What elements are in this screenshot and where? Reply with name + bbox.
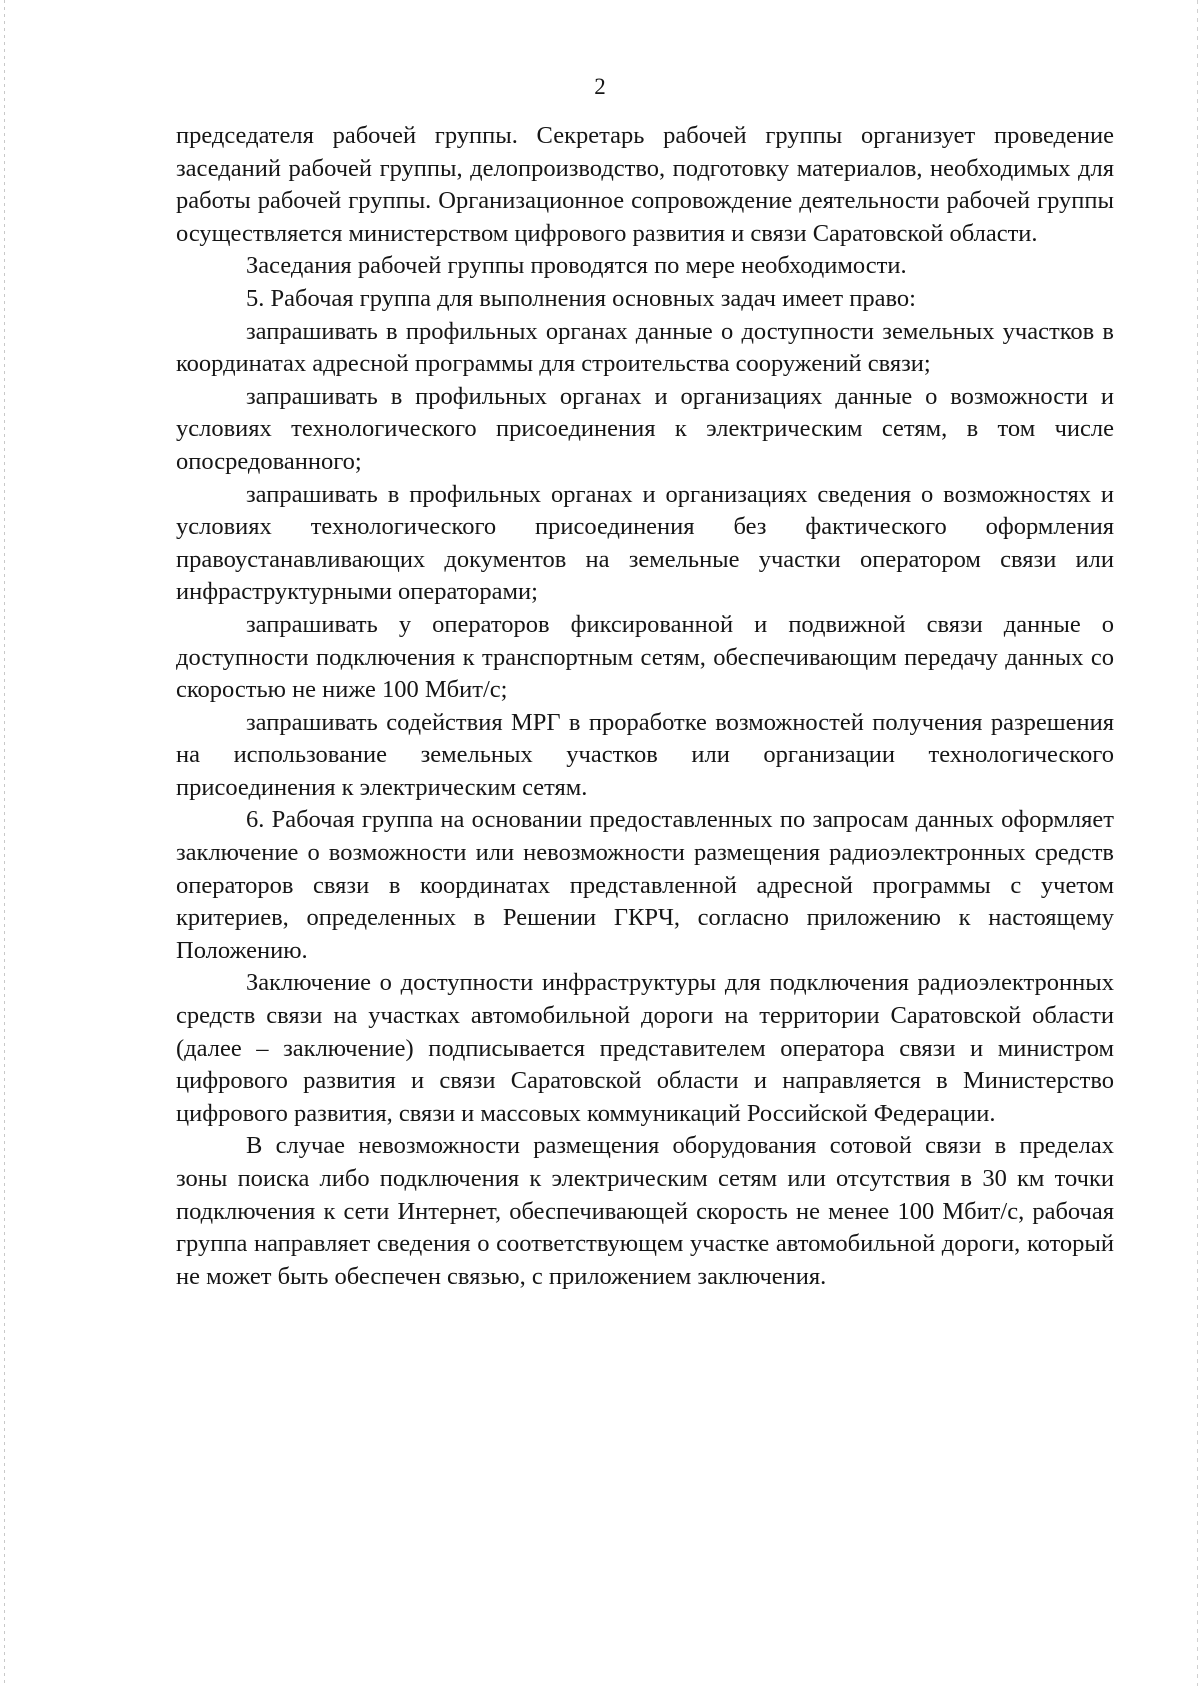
paragraph-right-transport-networks: запрашивать у операторов фиксированной и подвижной связи данные о доступности подключения к транспортным сетям, обеспечивающим передачу данных со скоростью не ниже 100 Мбит/с; — [176, 610, 1114, 704]
scan-edge-right — [1197, 0, 1198, 1686]
paragraph-meetings: Заседания рабочей группы проводятся по мере необходимости. — [246, 252, 907, 280]
paragraph-impossibility: В случае невозможности размещения оборудования сотовой связи в пределах зоны поиска либо подключения к электрическим сетям или отсутствия в 30 км точки подключения к сети Интернет, обеспечивающей скорость не менее 100 Мбит/с, рабочая группа направляет сведения о соответствующем участке автомобильной дороги, который не может быть обеспечен связью, с приложением заключения. — [176, 1132, 1114, 1290]
page-number: 2 — [594, 74, 606, 99]
paragraph-right-grid-connection: запрашивать в профильных органах и организациях данные о возможности и условиях технологического присоединения к электрическим сетям, в том числе опосредованного; — [176, 382, 1114, 475]
paragraph-item-6: 6. Рабочая группа на основании предоставленных по запросам данных оформляет заключение о возможности или невозможности размещения радиоэлектронных средств операторов связи в координатах представленной адресной программы с учетом критериев, определенных в Решении ГКРЧ, согласно приложению к настоящему Положению. — [176, 806, 1114, 964]
paragraph-conclusion: Заключение о доступности инфраструктуры для подключения радиоэлектронных средств связи на участках автомобильной дороги на территории Саратовской области (далее – заключение) подписывается представителем оператора связи и министром цифрового развития и связи Саратовской области и направляется в Министерство цифрового развития, связи и массовых коммуникаций Российской Федерации. — [176, 969, 1114, 1127]
scan-edge-left — [4, 0, 5, 1686]
paragraph-secretary: председателя рабочей группы. Секретарь рабочей группы организует проведение заседаний рабочей группы, делопроизводство, подготовку материалов, необходимых для работы рабочей группы. Организационное сопровождение деятельности рабочей группы осуществляется министерством цифрового развития и связи Саратовской области. — [176, 122, 1114, 247]
paragraph-item-5: 5. Рабочая группа для выполнения основных задач имеет право: — [246, 284, 916, 312]
body-text — [176, 120, 1114, 1293]
paragraph-right-connection-conditions: запрашивать в профильных органах и организациях сведения о возможностях и условиях технологического присоединения без фактического оформления правоустанавливающих документов на земельные участки оператором связи или инфраструктурными операторами; — [176, 480, 1114, 606]
paragraph-right-mrg-assistance: запрашивать содействия МРГ в проработке возможностей получения разрешения на использование земельных участков или организации технологического присоединения к электрическим сетям. — [176, 708, 1114, 801]
paragraph-right-land-data: запрашивать в профильных органах данные о доступности земельных участков в координатах адресной программы для строительства сооружений связи; — [176, 317, 1114, 378]
